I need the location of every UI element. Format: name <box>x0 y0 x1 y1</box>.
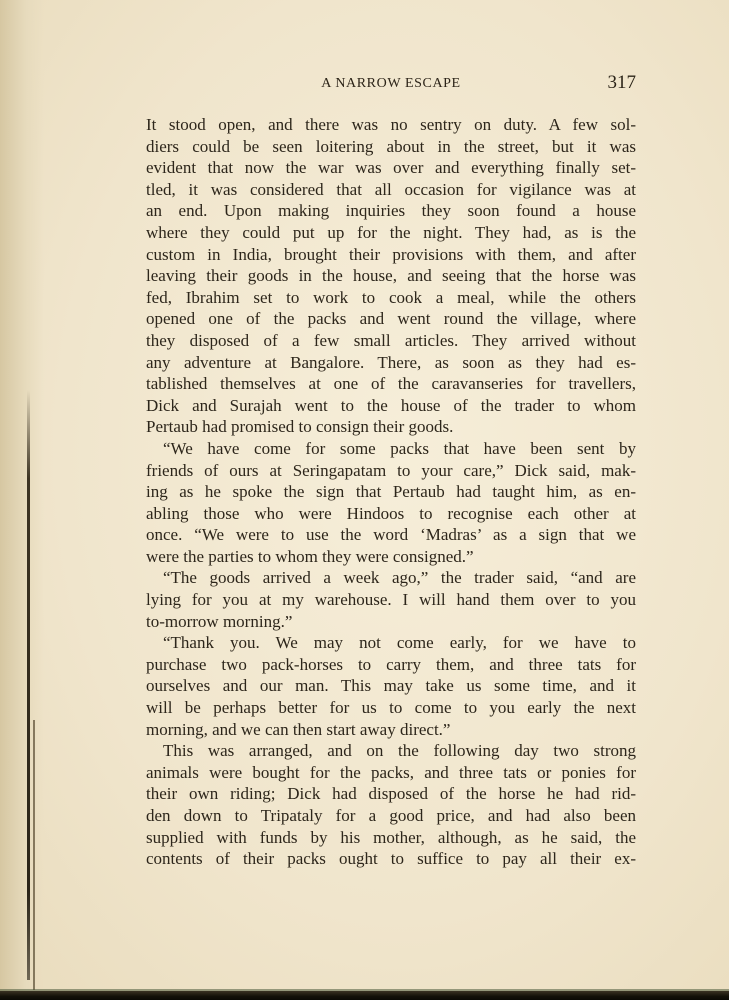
text-line: opened one of the packs and went round the village, where <box>146 309 636 329</box>
text-line: Pertaub had promised to consign their goods. <box>146 417 454 437</box>
text-line: tled, it was considered that all occasion for vigilance was at <box>146 179 636 199</box>
text-line: supplied with funds by his mother, although, as he said, the <box>146 827 636 847</box>
text-line: ing as he spoke the sign that Pertaub had taught him, as en- <box>146 482 636 502</box>
text-line: morning, and we can then start away direct.” <box>146 719 451 739</box>
text-line: custom in India, brought their provisions with them, and after <box>146 244 636 264</box>
text-line: any adventure at Bangalore. There, as soon as they had es- <box>146 352 636 372</box>
text-line: contents of their packs ought to suffice to pay all their ex- <box>146 849 636 869</box>
binding-shadow-line-secondary <box>33 720 35 990</box>
text-line: tablished themselves at one of the caravanseries for travellers, <box>146 374 636 394</box>
text-line: “Thank you. We may not come early, for we have to <box>163 633 636 653</box>
text-line: “The goods arrived a week ago,” the trader said, “and are <box>163 568 636 588</box>
text-line: an end. Upon making inquiries they soon found a house <box>146 201 636 221</box>
text-line: lying for you at my warehouse. I will hand them over to you <box>146 590 636 610</box>
text-line: purchase two pack-horses to carry them, and three tats for <box>146 654 636 674</box>
body-text <box>146 114 636 870</box>
text-line: leaving their goods in the house, and seeing that the horse was <box>146 266 636 286</box>
text-line: animals were bought for the packs, and three tats or ponies for <box>146 762 636 782</box>
text-line: fed, Ibrahim set to work to cook a meal, while the others <box>146 287 636 307</box>
text-line: diers could be seen loitering about in the street, but it was <box>146 136 636 156</box>
text-line: were the parties to whom they were consigned.” <box>146 546 474 566</box>
text-line: their own riding; Dick had disposed of the horse he had rid- <box>146 784 636 804</box>
page-bottom-edge <box>0 991 729 1000</box>
text-line: It stood open, and there was no sentry on duty. A few sol- <box>146 115 636 134</box>
binding-shadow-line <box>27 390 30 980</box>
text-line: where they could put up for the night. They had, as is the <box>146 222 636 242</box>
binding-gutter <box>0 0 44 1000</box>
text-line: they disposed of a few small articles. They arrived without <box>146 330 636 350</box>
page-number: 317 <box>607 72 636 93</box>
text-line: to-morrow morning.” <box>146 611 293 631</box>
text-line: Dick and Surajah went to the house of the trader to whom <box>146 395 636 415</box>
running-title: A NARROW ESCAPE <box>321 76 461 91</box>
text-line: This was arranged, and on the following day two strong <box>163 741 636 761</box>
text-line: will be perhaps better for us to come to you early the next <box>146 698 636 718</box>
text-line: friends of ours at Seringapatam to your care,” Dick said, mak- <box>146 460 636 480</box>
text-line: ourselves and our man. This may take us some time, and it <box>146 676 636 696</box>
text-line: once. “We were to use the word ‘Madras’ as a sign that we <box>146 525 636 545</box>
text-line: evident that now the war was over and everything finally set- <box>146 158 636 178</box>
text-line: abling those who were Hindoos to recognise each other at <box>146 503 636 523</box>
text-line: “We have come for some packs that have been sent by <box>163 438 636 458</box>
running-header <box>146 72 636 96</box>
text-line: den down to Tripataly for a good price, and had also been <box>146 806 636 825</box>
